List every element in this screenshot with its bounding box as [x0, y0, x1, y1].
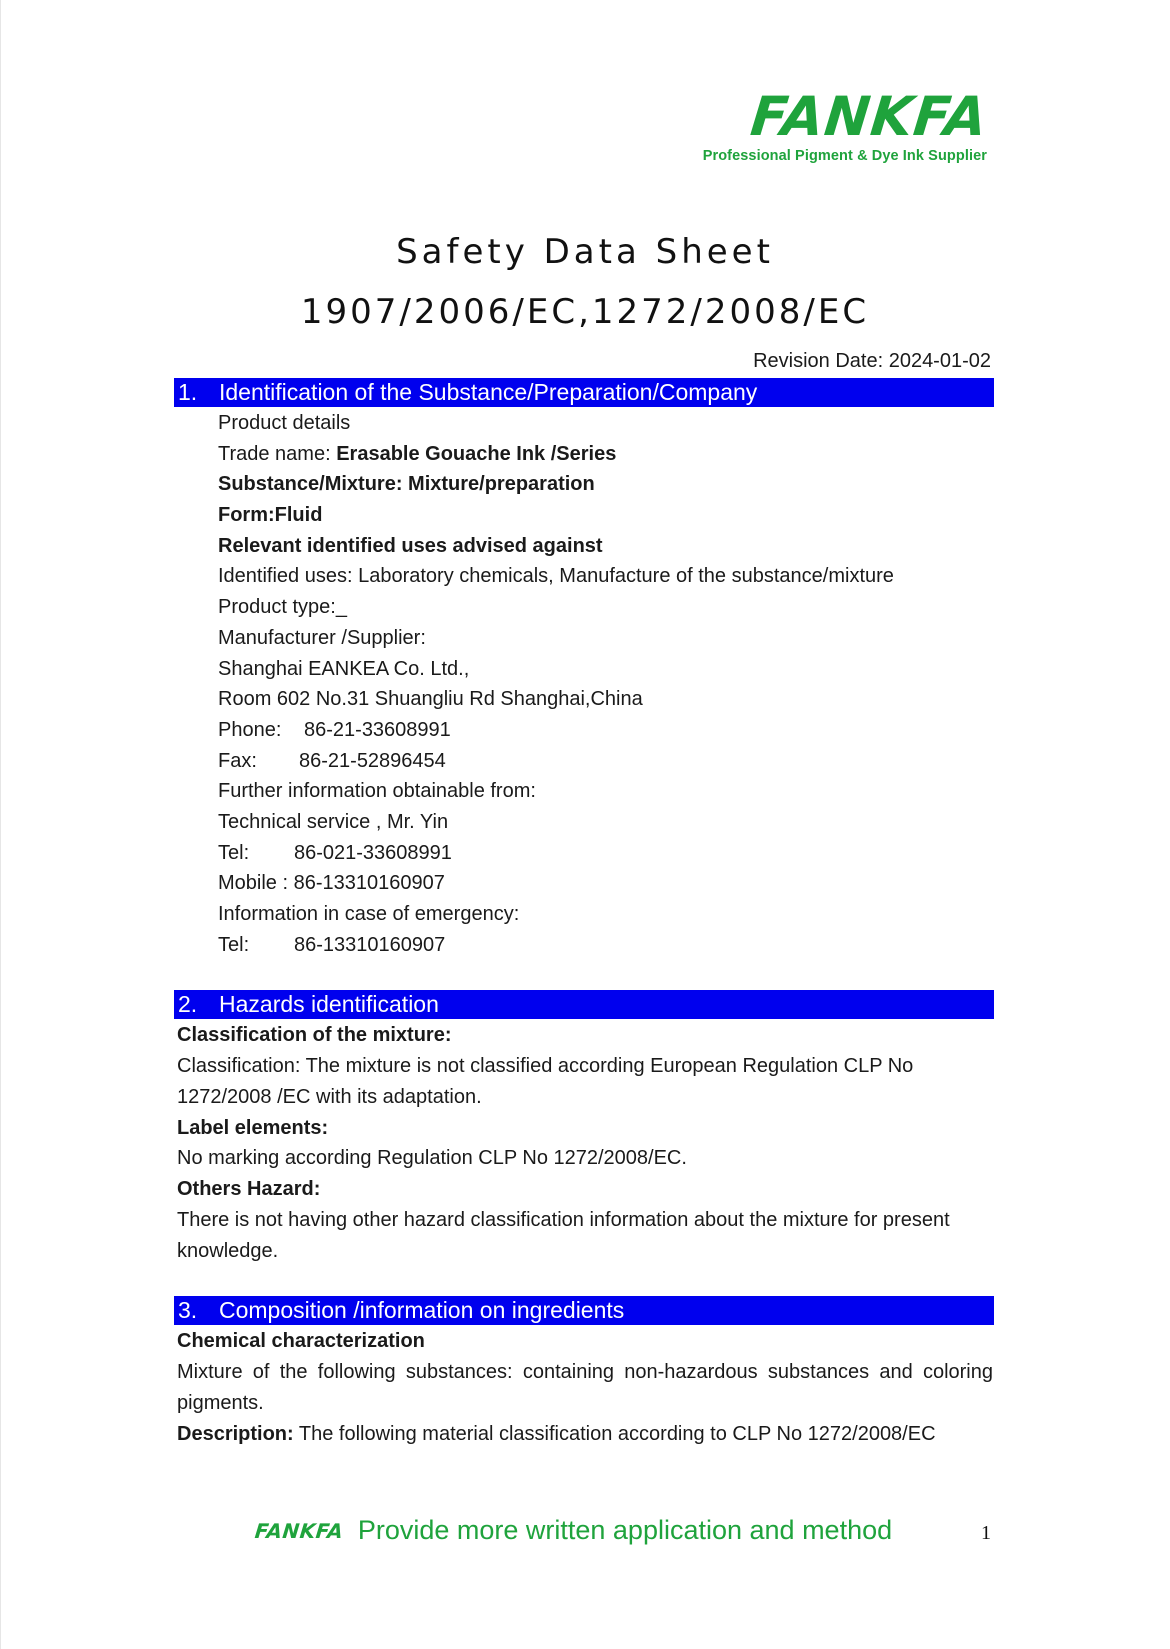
trade-name — [218, 439, 894, 470]
section-2-header — [174, 990, 994, 1019]
further-info: Further information obtainable from: — [218, 780, 536, 803]
section-3-header — [174, 1296, 994, 1325]
phone — [218, 715, 894, 746]
logo-tagline: Professional Pigment & Dye Ink Supplier — [702, 148, 987, 164]
product-type: Product type:_ — [218, 596, 347, 619]
product-details: Product details — [218, 412, 351, 434]
description-label: Description: — [177, 1422, 294, 1445]
phone-label: Phone: — [218, 718, 282, 741]
trade-name-label: Trade name: — [218, 442, 337, 465]
section-2-number: 2. — [178, 991, 198, 1017]
company-name: Shanghai EANKEA Co. Ltd., — [218, 657, 470, 680]
trade-name-value: Erasable Gouache Ink /Series — [336, 442, 617, 465]
mobile: Mobile : 86-13310160907 — [218, 872, 445, 895]
label-elements-text: No marking according Regulation CLP No 1272/2008/EC. — [177, 1147, 687, 1170]
footer — [255, 1515, 892, 1546]
description-text: The following material classification according to CLP No 1272/2008/EC — [293, 1422, 936, 1445]
footer-logo: FANKFA — [253, 1518, 345, 1543]
footer-slogan: Provide more written application and method — [357, 1515, 893, 1545]
section-3-title: Composition /information on ingredients — [219, 1297, 625, 1323]
section-3-number: 3. — [178, 1297, 198, 1323]
revision-date: Revision Date: 2024-01-02 — [753, 350, 991, 372]
classification-heading: Classification of the mixture: — [177, 1024, 452, 1046]
manufacturer-label: Manufacturer /Supplier: — [218, 626, 426, 649]
fax — [218, 746, 894, 777]
logo-wordmark: FANKFA — [747, 85, 991, 148]
section-1-number: 1. — [178, 379, 198, 405]
tel — [218, 838, 894, 869]
section-2-title: Hazards identification — [219, 991, 439, 1017]
section-1-body — [218, 408, 894, 960]
others-hazard-text: There is not having other hazard classification information about the mixture for present knowledge. — [177, 1208, 950, 1262]
technical-service: Technical service , Mr. Yin — [218, 810, 449, 833]
form: Form:Fluid — [218, 504, 323, 527]
document-title: Safety Data Sheet — [396, 232, 774, 272]
label-elements-heading: Label elements: — [177, 1116, 329, 1139]
tel-value: 86-021-33608991 — [294, 841, 452, 864]
company-address: Room 602 No.31 Shuangliu Rd Shanghai,China — [218, 688, 643, 711]
fax-label: Fax: — [218, 749, 257, 772]
phone-value: 86-21-33608991 — [304, 718, 451, 741]
chemical-characterization-heading: Chemical characterization — [177, 1330, 425, 1352]
emergency-tel-value: 86-13310160907 — [294, 933, 446, 956]
others-hazard-heading: Others Hazard: — [177, 1178, 321, 1201]
emergency-tel-label: Tel: — [218, 933, 250, 956]
chemical-characterization-text: Mixture of the following substances: containing non-hazardous substances and coloring pigments. — [177, 1360, 993, 1414]
page-number: 1 — [981, 1522, 991, 1544]
emergency-label: Information in case of emergency: — [218, 903, 520, 925]
description — [177, 1419, 993, 1450]
relevant-uses: Relevant identified uses advised against — [218, 534, 603, 557]
section-3-body — [177, 1326, 993, 1449]
fax-value: 86-21-52896454 — [299, 749, 446, 772]
substance-mixture: Substance/Mixture: Mixture/preparation — [218, 473, 595, 496]
emergency-tel — [218, 930, 894, 961]
classification-text: Classification: The mixture is not classified according European Regulation CLP No 1272/2008 /EC with its adaptation. — [177, 1054, 914, 1108]
section-1-title: Identification of the Substance/Preparation/Company — [219, 379, 758, 405]
section-2-body — [177, 1020, 995, 1267]
identified-uses: Identified uses: Laboratory chemicals, Manufacture of the substance/mixture — [218, 565, 894, 588]
company-logo — [687, 85, 991, 164]
tel-label: Tel: — [218, 841, 250, 864]
regulation-title: 1907/2006/EC,1272/2008/EC — [300, 292, 870, 332]
section-1-header — [174, 378, 994, 407]
